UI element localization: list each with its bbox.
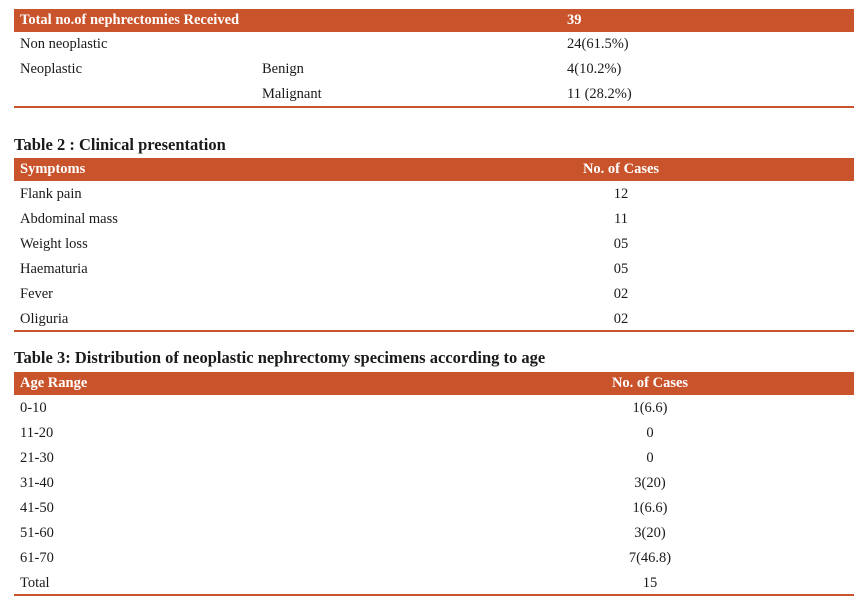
table-row	[14, 256, 854, 281]
table3-caption: Table 3: Distribution of neoplastic nephrectomy specimens according to age	[14, 348, 546, 367]
table-row	[14, 420, 854, 445]
table3-header-cases: No. of Cases	[611, 375, 689, 391]
table3-row-value: 3(20)	[634, 475, 666, 491]
table3-header-age: Age Range	[20, 375, 88, 391]
table-row	[14, 57, 854, 82]
table2-row-value: 11	[614, 211, 628, 227]
table3-row-value: 1(6.6)	[632, 500, 668, 516]
table1-row3-c3: 11 (28.2%)	[567, 86, 632, 102]
table1-row1-c1: Non neoplastic	[20, 36, 108, 52]
table3-row-label: 21-30	[20, 450, 54, 466]
table3-row-label: 51-60	[20, 525, 54, 541]
table2-row-value: 02	[613, 311, 629, 327]
table-row	[14, 32, 854, 57]
table1-row2-c1: Neoplastic	[20, 61, 83, 77]
table2-row-value: 05	[613, 261, 629, 277]
table-row	[14, 445, 854, 470]
table-row	[14, 495, 854, 520]
table-row	[14, 206, 854, 231]
table3-row-label: 11-20	[20, 425, 54, 441]
table-row	[14, 181, 854, 206]
table-row	[14, 281, 854, 306]
table2-row-label: Oliguria	[20, 311, 69, 327]
table-row	[14, 306, 854, 330]
table-row	[14, 570, 854, 594]
table2-header-cases: No. of Cases	[582, 161, 660, 177]
table1-row2-c2: Benign	[262, 61, 304, 77]
table2-caption: Table 2 : Clinical presentation	[14, 135, 226, 154]
table2-row-label: Fever	[20, 286, 54, 302]
table2-header-symptoms: Symptoms	[20, 161, 86, 177]
age-distribution-table	[14, 372, 854, 596]
nephrectomy-summary-table	[14, 9, 854, 108]
table3-row-label: 31-40	[20, 475, 54, 491]
table3-bottom-rule	[14, 594, 854, 596]
table2-row-value: 02	[613, 286, 629, 302]
table-row	[14, 82, 854, 106]
table2-bottom-rule	[14, 330, 854, 332]
table2-row-value: 05	[613, 236, 629, 252]
table3-row-label: 0-10	[20, 400, 47, 416]
table3-row-value: 15	[642, 575, 658, 591]
table1-row3-c2: Malignant	[262, 86, 322, 102]
table3-row-value: 3(20)	[634, 525, 666, 541]
table-row	[14, 395, 854, 420]
table-row	[14, 470, 854, 495]
table-row	[14, 545, 854, 570]
table1-bottom-rule	[14, 106, 854, 108]
table1-header-label: Total no.of nephrectomies Received	[20, 12, 240, 28]
table2-row-label: Abdominal mass	[20, 211, 118, 227]
table1-header-row	[14, 9, 854, 32]
table3-row-value: 0	[646, 425, 654, 441]
table3-row-value: 7(46.8)	[628, 550, 672, 566]
clinical-presentation-table	[14, 158, 854, 332]
table3-row-label: 41-50	[20, 500, 54, 516]
table3-row-value: 0	[646, 450, 654, 466]
table1-header-value: 39	[567, 12, 582, 28]
table-row	[14, 231, 854, 256]
table2-row-value: 12	[613, 186, 629, 202]
table2-header-row	[14, 158, 854, 181]
table1-row1-c3: 24(61.5%)	[567, 36, 629, 52]
table3-row-value: 1(6.6)	[632, 400, 668, 416]
table3-row-label: 61-70	[20, 550, 54, 566]
table-row	[14, 520, 854, 545]
table1-row2-c3: 4(10.2%)	[567, 61, 622, 77]
table2-row-label: Haematuria	[20, 261, 88, 277]
table2-row-label: Weight loss	[20, 236, 88, 252]
table2-row-label: Flank pain	[20, 186, 82, 202]
table3-row-label: Total	[20, 575, 50, 591]
table3-header-row	[14, 372, 854, 395]
